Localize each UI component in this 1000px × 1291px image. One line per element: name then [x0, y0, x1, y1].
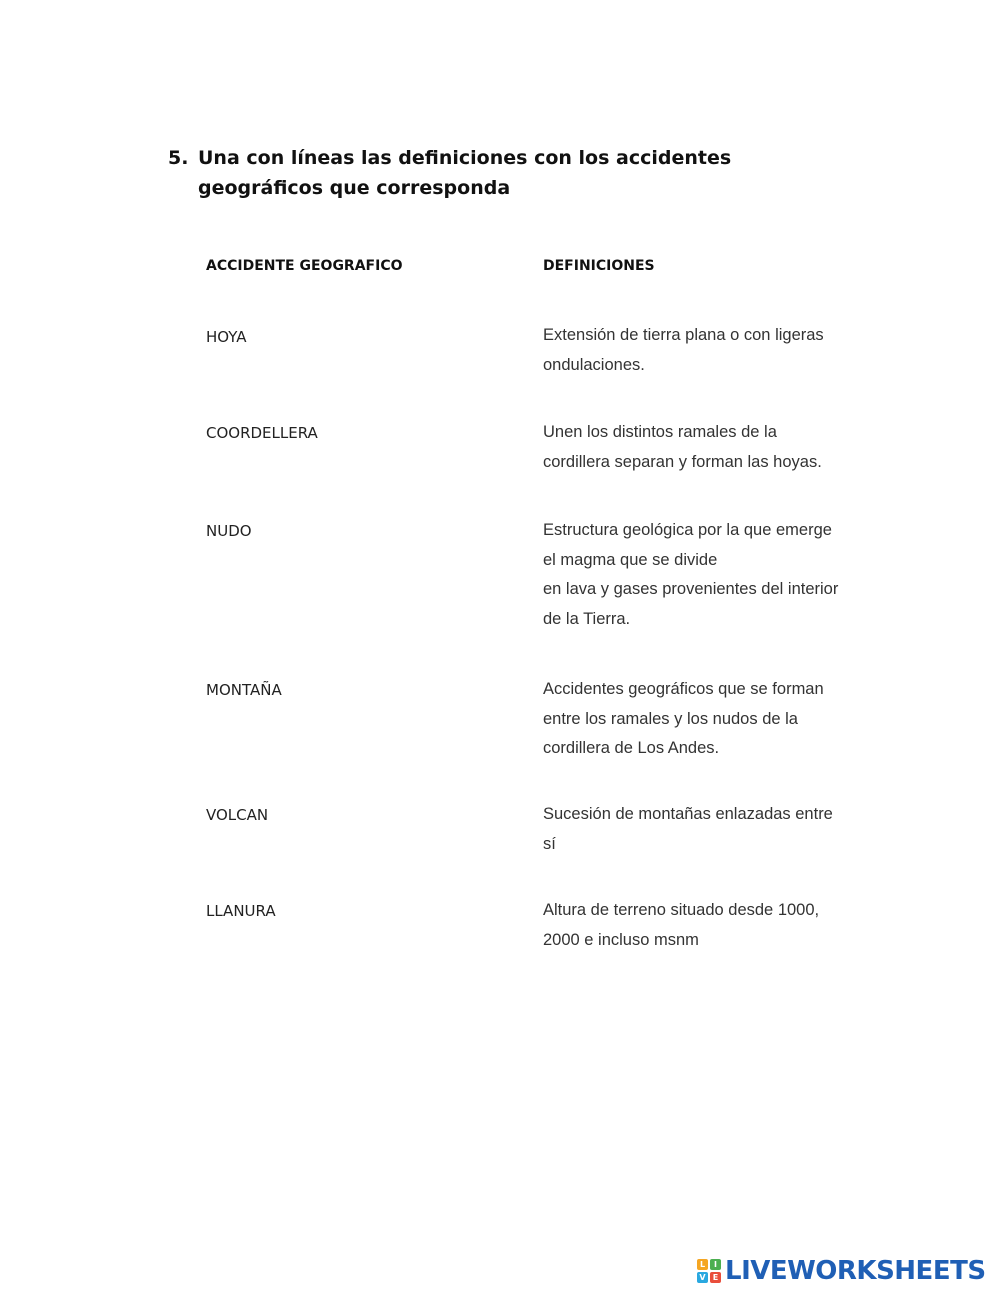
definition-item [543, 675, 863, 764]
definition-line: cordillera separan y forman las hoyas. [543, 452, 822, 471]
term-item: HOYA [206, 328, 247, 346]
question-text: Una con líneas las definiciones con los accidentes geográficos que corresponda [198, 147, 732, 199]
definition-line: el magma que se divide [543, 550, 718, 569]
definition-item [543, 896, 863, 955]
definition-line: Unen los distintos ramales de la [543, 423, 777, 441]
definition-line: cordillera de Los Andes. [543, 739, 720, 757]
definition-item [543, 516, 863, 634]
logo-tile-e: E [710, 1272, 721, 1283]
definition-line: Altura de terreno situado desde 1000, [543, 901, 820, 919]
term-item: MONTAÑA [206, 681, 282, 699]
definition-line: Estructura geológica por la que emerge [543, 521, 832, 539]
term-item: NUDO [206, 522, 252, 540]
definition-line: Accidentes geográficos que se forman [543, 680, 824, 698]
definition-line: sí [543, 834, 556, 853]
definition-line: de la Tierra. [543, 609, 631, 628]
logo-tile-l: L [697, 1259, 708, 1270]
definition-line: Extensión de tierra plana o con ligeras [543, 326, 824, 344]
liveworksheets-logo-icon [697, 1259, 721, 1283]
definition-line: Sucesión de montañas enlazadas entre [543, 805, 833, 823]
question-number: 5. [168, 147, 189, 169]
logo-tile-v: V [697, 1272, 708, 1283]
liveworksheets-logo [697, 1256, 986, 1286]
definition-line: ondulaciones. [543, 355, 645, 374]
definition-line: entre los ramales y los nudos de la [543, 709, 798, 728]
term-item: LLANURA [206, 902, 276, 920]
term-item: VOLCAN [206, 806, 269, 824]
logo-tile-i: I [710, 1259, 721, 1270]
term-item: COORDELLERA [206, 424, 318, 442]
definition-item [543, 800, 863, 859]
column-header-accidente: ACCIDENTE GEOGRAFICO [206, 258, 403, 274]
column-header-definiciones: DEFINICIONES [543, 258, 655, 274]
definition-item [543, 321, 863, 380]
definition-line: 2000 e incluso msnm [543, 930, 699, 949]
definition-item [543, 418, 863, 477]
logo-text: LIVEWORKSHEETS [725, 1256, 986, 1286]
definition-line: en lava y gases provenientes del interior [543, 580, 839, 598]
